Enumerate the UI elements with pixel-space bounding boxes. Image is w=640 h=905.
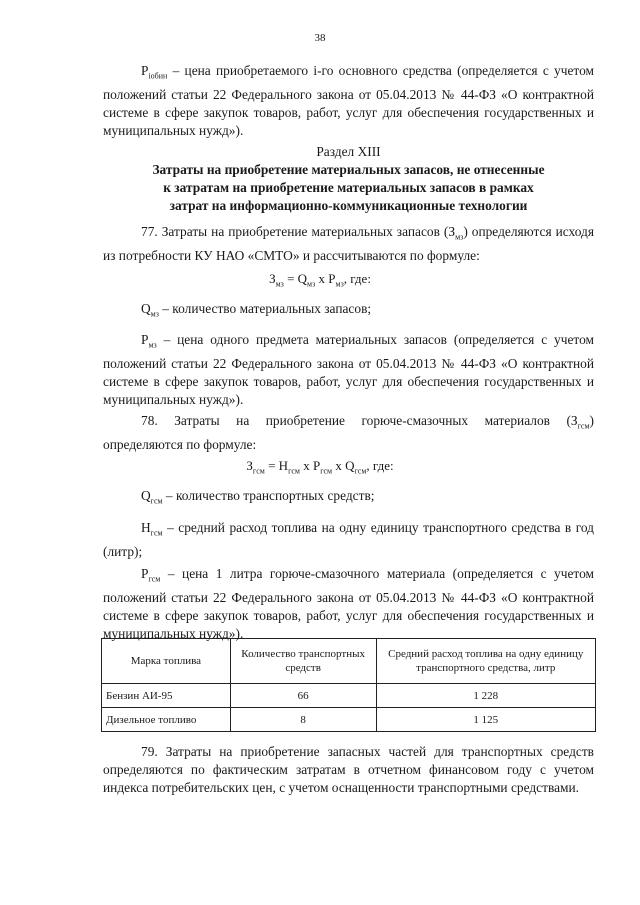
- paragraph-text: 77. Затраты на приобретение материальных запасов (З: [141, 224, 456, 239]
- formula-symbol: Q: [297, 271, 308, 286]
- formula-symbol: Н: [278, 458, 289, 473]
- symbol: P: [141, 63, 149, 78]
- paragraph-text: ) определяются по формуле:: [103, 413, 594, 452]
- cell-average-consumption: 1 125: [376, 708, 596, 732]
- formula-operator: x: [299, 458, 313, 473]
- paragraph-79: 79. Затраты на приобретение запасных частей для транспортных средств определяются по фактическим затратам в отчетном финансовом году с учетом индекса потребительских цен, с учетом оснащенности транспортными средствами.: [103, 744, 594, 796]
- definition-h-gsm: [103, 519, 594, 561]
- table-row: [102, 684, 596, 708]
- formula-symbol: P: [328, 271, 336, 286]
- symbol: Р: [141, 566, 149, 581]
- formula-operator: =: [264, 458, 279, 473]
- paragraph-text: 78. Затраты на приобретение горюче-смазочных материалов (З: [141, 413, 578, 428]
- table-row: [102, 708, 596, 732]
- formula-subscript: гсм: [320, 466, 333, 476]
- symbol: Q: [141, 301, 151, 316]
- definition-text: – цена одного предмета материальных запасов (определяется с учетом положений статьи 22 Федерального закона от 05.04.2013 № 44-ФЗ «О контрактной системе в сфере закупок товаров, работ, услуг для обеспечения государственных и муниципальных нужд»).: [103, 332, 594, 408]
- subscript: мз: [455, 232, 464, 242]
- definition-q-gsm: [103, 487, 594, 511]
- cell-fuel-brand: Дизельное топливо: [102, 708, 231, 732]
- section-title-line-2: к затратам на приобретение материальных запасов в рамках: [163, 180, 534, 195]
- symbol: Q: [141, 488, 151, 503]
- formula-tail: , где:: [343, 271, 371, 286]
- table-header-row: [102, 639, 596, 684]
- formula-subscript: гсм: [252, 466, 265, 476]
- definition-text: – количество материальных запасов;: [158, 301, 372, 316]
- subscript: мз: [150, 309, 159, 319]
- cell-vehicle-count: 8: [230, 708, 376, 732]
- section-title-line-3: затрат на информационно-коммуникационные технологии: [169, 198, 528, 213]
- formula-operator: x: [332, 458, 346, 473]
- formula-subscript: гсм: [288, 466, 300, 476]
- symbol: P: [141, 332, 149, 347]
- header-fuel-brand: Марка топлива: [102, 639, 231, 684]
- header-average-consumption: Средний расход топлива на одну единицу транспортного средства, литр: [376, 639, 596, 684]
- definition-q-mz: [103, 300, 594, 324]
- definition-text: – количество транспортных средств;: [162, 488, 375, 503]
- formula-operator: x: [315, 271, 329, 286]
- formula-symbol: З: [246, 458, 253, 473]
- formula-subscript: мз: [335, 279, 344, 289]
- fuel-table: [101, 638, 596, 732]
- subscript: гсм: [150, 528, 163, 538]
- cell-vehicle-count: 66: [230, 684, 376, 708]
- section-title-line-1: Затраты на приобретение материальных запасов, не отнесенные: [152, 162, 545, 177]
- section-label: Раздел XIII: [316, 144, 381, 159]
- definition-text: – цена 1 литра горюче-смазочного материала (определяется с учетом положений статьи 22 Федерального закона от 05.04.2013 № 44-ФЗ «О контрактной системе в сфере закупок товаров, работ, услуг для обеспечения государственных и муниципальных нужд»).: [103, 566, 594, 642]
- formula-fuel: [0, 458, 640, 476]
- subscript: гсм: [150, 496, 163, 506]
- formula-operator: =: [283, 271, 298, 286]
- paragraph-text: – цена приобретаемого i-го основного средства (определяется с учетом положений статьи 22 Федерального закона от 05.04.2013 № 44-ФЗ «О контрактной системе в сфере закупок товаров, работ, услуг для обеспечения государственных и муниципальных нужд»).: [103, 63, 594, 139]
- header-vehicle-count: Количество транспортных средств: [230, 639, 376, 684]
- formula-tail: , где:: [366, 458, 394, 473]
- subscript: гсм: [148, 574, 161, 584]
- intro-paragraph: [103, 62, 594, 140]
- formula-symbol: Р: [312, 458, 321, 473]
- paragraph-78: [103, 412, 594, 454]
- formula-subscript: гсм: [354, 466, 367, 476]
- cell-fuel-brand: Бензин АИ-95: [102, 684, 231, 708]
- paragraph-77: [103, 223, 594, 265]
- formula-symbol: З: [269, 271, 276, 286]
- definition-p-mz: [103, 331, 594, 409]
- symbol: Н: [141, 520, 151, 535]
- formula-subscript: мз: [275, 279, 284, 289]
- paragraph-text: ) определяются исходя из потребности КУ НАО «СМТО» и рассчитываются по формуле:: [103, 224, 594, 263]
- definition-text: – средний расход топлива на одну единицу транспортного средства в год (литр);: [103, 520, 594, 559]
- subscript: мз: [148, 340, 157, 350]
- cell-average-consumption: 1 228: [376, 684, 596, 708]
- formula-symbol: Q: [345, 458, 355, 473]
- symbol-subscript: iобин: [148, 71, 168, 81]
- subscript: гсм: [577, 421, 590, 431]
- formula-materials: [0, 271, 640, 289]
- formula-subscript: мз: [307, 279, 316, 289]
- page-number: 38: [314, 32, 326, 44]
- definition-p-gsm: [103, 565, 594, 643]
